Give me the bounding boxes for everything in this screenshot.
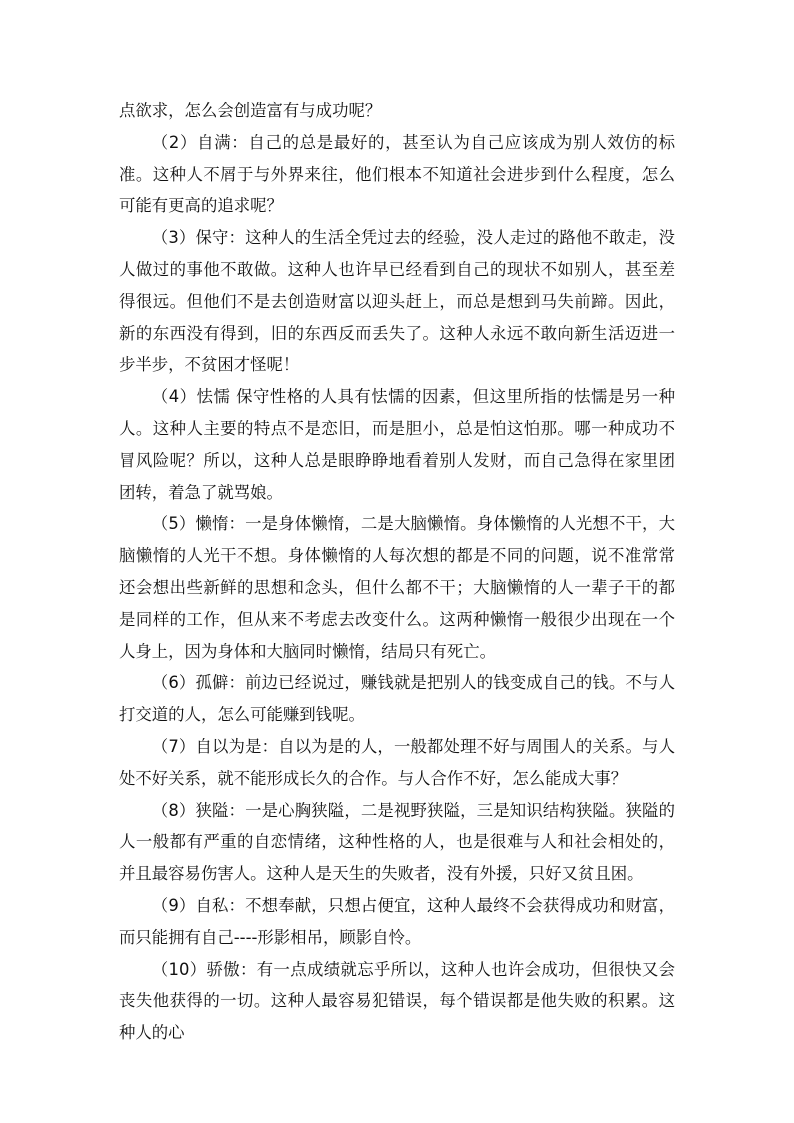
paragraph-conservatism: （3）保守：这种人的生活全凭过去的经验，没人走过的路他不敢走，没人做过的事他不敢做。这种人也许早已经看到自己的现状不如别人，甚至差得很远。但他们不是去创造财富以迎头赶上，而总是想到马失前蹄。因此，新的东西没有得到，旧的东西反而丢失了。这种人永远不敢向新生活迈进一步半步，不贫困才怪呢！ bbox=[119, 228, 675, 375]
paragraph-complacency: （2）自满：自己的总是最好的，甚至认为自己应该成为别人效仿的标准。这种人不屑于与外界来往，他们根本不知道社会进步到什么程度，怎么可能有更高的追求呢？ bbox=[119, 132, 675, 216]
paragraph-narrow-mindedness: （8）狭隘：一是心胸狭隘，二是视野狭隘，三是知识结构狭隘。狭隘的人一般都有严重的自恋情绪，这种性格的人，也是很难与人和社会相处的，并且最容易伤害人。这种人是天生的失败者，没有外援，只好又贫且困。 bbox=[119, 800, 675, 884]
document-body bbox=[119, 95, 675, 1049]
paragraph-arrogance: （10）骄傲：有一点成绩就忘乎所以，这种人也许会成功，但很快又会丧失他获得的一切。这种人最容易犯错误，每个错误都是他失败的积累。这种人的心 bbox=[119, 959, 675, 1043]
paragraph-unsociability: （6）孤僻：前边已经说过，赚钱就是把别人的钱变成自己的钱。不与人打交道的人，怎么可能赚到钱呢。 bbox=[119, 673, 675, 725]
paragraph-selfishness: （9）自私：不想奉献，只想占便宜，这种人最终不会获得成功和财富，而只能拥有自己----形影相吊，顾影自怜。 bbox=[119, 895, 675, 947]
paragraph-cowardice: （4）怯懦 保守性格的人具有怯懦的因素，但这里所指的怯懦是另一种人。这种人主要的特点不是恋旧，而是胆小，总是怕这怕那。哪一种成功不冒风险呢？所以，这种人总是眼睁睁地看着别人发财，而自己急得在家里团团转，着急了就骂娘。 bbox=[119, 387, 675, 502]
paragraph-laziness: （5）懒惰：一是身体懒惰，二是大脑懒惰。身体懒惰的人光想不干，大脑懒惰的人光干不想。身体懒惰的人每次想的都是不同的问题，说不准常常还会想出些新鲜的思想和念头，但什么都不干；大脑懒惰的人一辈子干的都是同样的工作，但从来不考虑去改变什么。这两种懒惰一般很少出现在一个人身上，因为身体和大脑同时懒惰，结局只有死亡。 bbox=[119, 514, 675, 661]
paragraph-self-righteousness: （7）自以为是：自以为是的人，一般都处理不好与周围人的关系。与人处不好关系，就不能形成长久的合作。与人合作不好，怎么能成大事？ bbox=[119, 736, 675, 788]
paragraph-continuation: 点欲求，怎么会创造富有与成功呢？ bbox=[119, 101, 382, 120]
